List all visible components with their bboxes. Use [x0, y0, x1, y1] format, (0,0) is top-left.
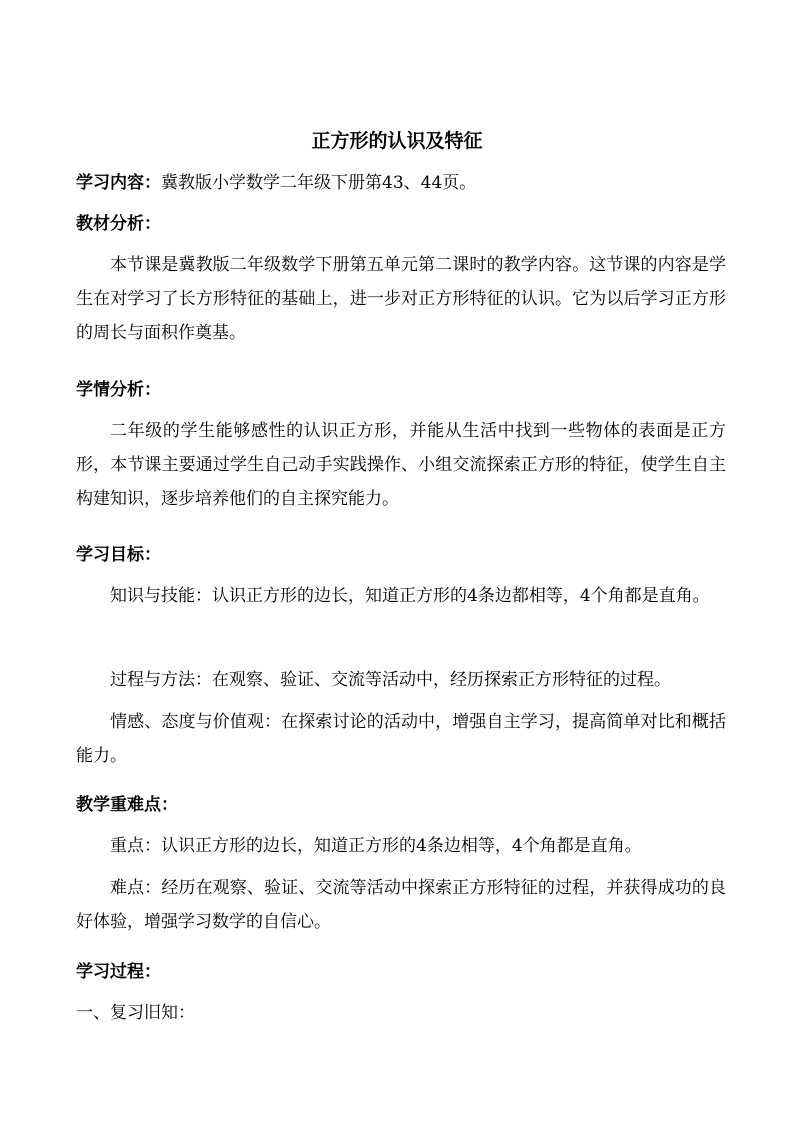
- learning-goals-heading: 学习目标：: [76, 545, 161, 565]
- learning-content-text: 冀教版小学数学二年级下册第43、44页。: [161, 173, 477, 193]
- learning-content-label: 学习内容：: [76, 173, 161, 193]
- key-points-heading: 教学重难点：: [76, 795, 178, 815]
- material-analysis-paragraph: 本节课是冀教版二年级数学下册第五单元第二课时的教学内容。这节课的内容是学生在对学习了长方形特征的基础上，进一步对正方形特征的认识。它为以后学习正方形的周长与面积作奠基。: [76, 255, 726, 343]
- page-title: 正方形的认识及特征: [311, 130, 483, 152]
- goal-knowledge-skills: 知识与技能：认识正方形的边长，知道正方形的4条边都相等，4个角都是直角。: [110, 586, 710, 606]
- key-point-focus: 重点：认识正方形的边长，知道正方形的4条边相等，4个角都是直角。: [110, 836, 642, 856]
- student-analysis-heading: 学情分析：: [76, 380, 161, 400]
- material-analysis-heading: 教材分析：: [76, 214, 161, 234]
- review-section-heading: 一、复习旧知：: [76, 1003, 195, 1023]
- goal-attitude-values: 情感、态度与价值观：在探索讨论的活动中，增强自主学习，提高简单对比和概括能力。: [76, 712, 726, 766]
- goal-process-methods: 过程与方法：在观察、验证、交流等活动中，经历探索正方形特征的过程。: [110, 670, 671, 690]
- student-analysis-paragraph: 二年级的学生能够感性的认识正方形，并能从生活中找到一些物体的表面是正方形，本节课主要通过学生自己动手实践操作、小组交流探索正方形的特征，使学生自主构建知识，逐步培养他们的自主探究能力。: [76, 421, 726, 509]
- learning-content-line: [76, 171, 736, 195]
- key-point-difficulty: 难点：经历在观察、验证、交流等活动中探索正方形特征的过程，并获得成功的良好体验，增强学习数学的自信心。: [76, 878, 726, 932]
- learning-process-heading: 学习过程：: [76, 962, 161, 982]
